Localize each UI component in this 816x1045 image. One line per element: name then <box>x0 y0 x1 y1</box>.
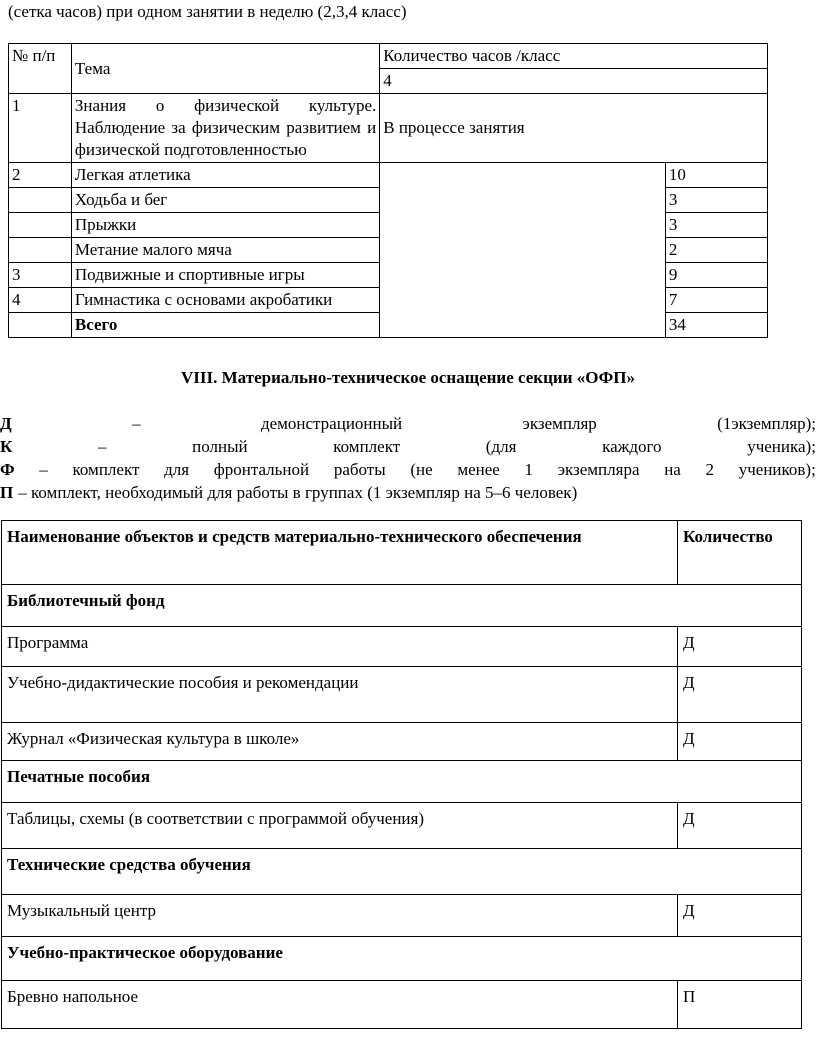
total-hours: 34 <box>665 313 767 338</box>
col-grade-header: 4 <box>380 69 768 94</box>
item-name: Программа <box>2 627 678 667</box>
row-topic: Прыжки <box>71 213 379 238</box>
item-qty: Д <box>678 895 802 937</box>
section-name: Учебно-практическое оборудование <box>2 937 802 981</box>
item-qty: Д <box>678 667 802 723</box>
legend-line <box>0 481 816 504</box>
section-name: Библиотечный фонд <box>2 585 802 627</box>
legend-word: – <box>39 460 48 479</box>
col-num-header: № п/п <box>9 44 72 94</box>
legend-word: – <box>132 414 141 433</box>
legend-word: (для <box>485 437 517 456</box>
legend-word: менее <box>457 460 500 479</box>
row-hours: 10 <box>665 163 767 188</box>
item-qty: Д <box>678 723 802 761</box>
legend-word: работы <box>333 460 386 479</box>
header-line: (сетка часов) при одном занятии в неделю (2,3,4 класс) <box>8 2 407 21</box>
section-row <box>2 849 802 895</box>
legend-line <box>0 458 816 481</box>
section-row <box>2 937 802 981</box>
section-title: VIII. Материально-техническое оснащение секции «ОФП» <box>180 368 635 387</box>
row-hours: В процессе занятия <box>380 94 768 163</box>
legend-text: – комплект, необходимый для работы в группах (1 экземпляр на 5–6 человек) <box>18 483 578 502</box>
section-name: Технические средства обучения <box>2 849 802 895</box>
legend-word: демонстрационный <box>260 414 403 433</box>
col-qty-header: Количество <box>678 521 802 585</box>
legend-word: экземпляр <box>522 414 597 433</box>
item-name: Таблицы, схемы (в соответствии с программой обучения) <box>2 803 678 849</box>
row-num: 4 <box>9 288 72 313</box>
row-num <box>9 188 72 213</box>
legend-word: 2 <box>705 460 715 479</box>
col-topic-header: Тема <box>71 44 379 94</box>
legend-word: фронтальной <box>213 460 310 479</box>
row-num: 1 <box>9 94 72 163</box>
table-row <box>9 94 768 163</box>
row-num: 3 <box>9 263 72 288</box>
legend-word: ученика); <box>747 437 816 456</box>
hours-table <box>8 43 768 338</box>
row-hours: 7 <box>665 288 767 313</box>
table-row <box>2 803 802 849</box>
item-name: Бревно напольное <box>2 981 678 1029</box>
legend-letter: Д <box>0 414 12 433</box>
table-row <box>9 163 768 188</box>
legend-word: (не <box>410 460 433 479</box>
legend-word: 1 <box>524 460 534 479</box>
row-topic: Легкая атлетика <box>71 163 379 188</box>
legend-letter: П <box>0 483 14 502</box>
legend-letter: К <box>0 437 13 456</box>
row-hours: 3 <box>665 188 767 213</box>
section-row <box>2 585 802 627</box>
row-num <box>9 238 72 263</box>
row-topic: Ходьба и бег <box>71 188 379 213</box>
table-row <box>2 981 802 1029</box>
table-row <box>2 895 802 937</box>
section-name: Печатные пособия <box>2 761 802 803</box>
legend-word: полный <box>192 437 248 456</box>
col-hours-header: Количество часов /класс <box>380 44 768 69</box>
legend-word: – <box>97 437 107 456</box>
row-topic: Метание малого мяча <box>71 238 379 263</box>
legend-line <box>0 435 816 458</box>
table-row <box>2 627 802 667</box>
item-qty: Д <box>678 627 802 667</box>
merged-empty-cell <box>380 163 666 338</box>
legend-word: комплект <box>333 437 401 456</box>
legend-word: учеников); <box>738 460 816 479</box>
table-row <box>2 723 802 761</box>
row-hours: 2 <box>665 238 767 263</box>
total-num <box>9 313 72 338</box>
row-num: 2 <box>9 163 72 188</box>
row-num <box>9 213 72 238</box>
legend <box>0 412 816 504</box>
row-topic: Подвижные и спортивные игры <box>71 263 379 288</box>
equipment-table <box>1 520 802 1029</box>
legend-word: (1экземпляр); <box>717 414 816 433</box>
table-row <box>2 667 802 723</box>
legend-word: каждого <box>602 437 662 456</box>
legend-word: для <box>164 460 190 479</box>
legend-line <box>0 412 816 435</box>
col-name-header: Наименование объектов и средств материально-технического обеспечения <box>2 521 678 585</box>
item-qty: П <box>678 981 802 1029</box>
legend-word: на <box>664 460 681 479</box>
legend-word: комплект <box>72 460 140 479</box>
row-topic: Гимнастика с основами акробатики <box>71 288 379 313</box>
legend-letter: Ф <box>0 460 15 479</box>
item-name: Учебно-дидактические пособия и рекомендации <box>2 667 678 723</box>
item-name: Музыкальный центр <box>2 895 678 937</box>
row-hours: 3 <box>665 213 767 238</box>
legend-word: экземпляра <box>557 460 640 479</box>
item-name: Журнал «Физическая культура в школе» <box>2 723 678 761</box>
total-label: Всего <box>71 313 379 338</box>
row-topic: Знания о физической культуре. Наблюдение за физическим развитием и физической подготовленностью <box>71 94 379 163</box>
section-row <box>2 761 802 803</box>
item-qty: Д <box>678 803 802 849</box>
row-hours: 9 <box>665 263 767 288</box>
